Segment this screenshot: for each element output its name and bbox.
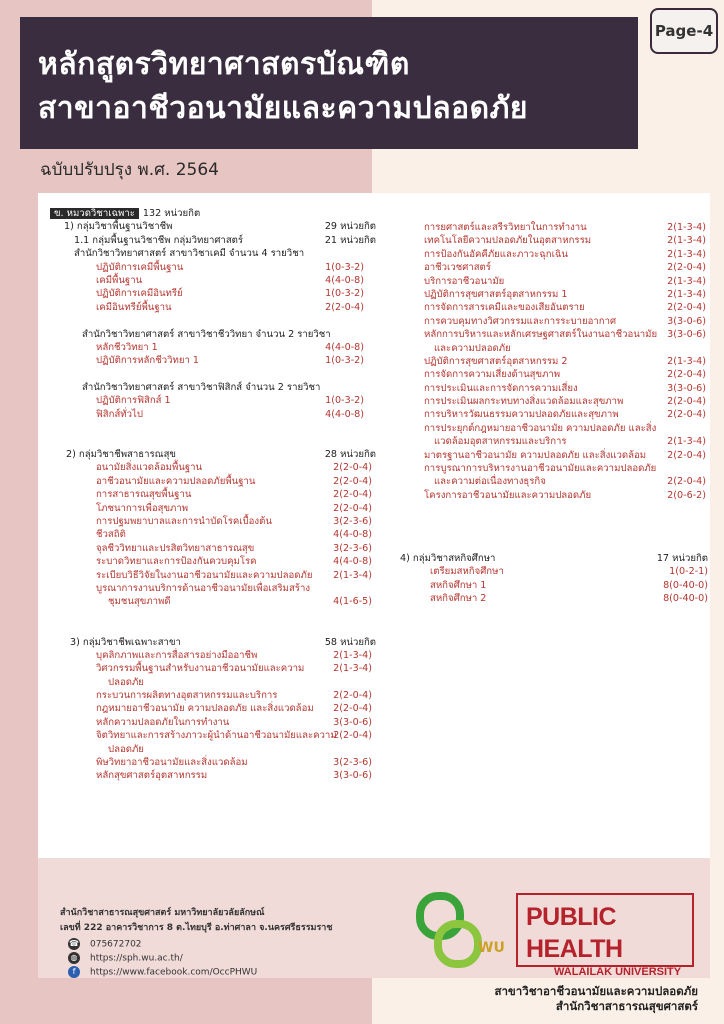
left_col-row bbox=[50, 528, 400, 541]
left_col-value: 29 หน่วยกิต bbox=[324, 221, 376, 233]
phone-icon: ☎ bbox=[69, 939, 79, 948]
right_col-value: 2(0-6-2) bbox=[667, 489, 706, 501]
right_col-text: การจัดการสารเคมีและของเสียอันตราย bbox=[424, 302, 585, 314]
right_col-text: การป้องกันอัคคีภัยและภาวะฉุกเฉิน bbox=[424, 248, 568, 260]
left_col-row bbox=[50, 234, 400, 247]
right_col-row bbox=[424, 315, 706, 328]
left_col-row bbox=[50, 421, 400, 434]
left_col-row bbox=[50, 756, 400, 769]
left_col-text: จุลชีววิทยาและปรสิตวิทยาสาธารณสุข bbox=[96, 542, 255, 554]
right_col-value: 2(2-0-4) bbox=[667, 449, 706, 461]
right_col-text: การยศาสตร์และสรีรวิทยาในการทำงาน bbox=[424, 222, 587, 233]
left_col-row bbox=[50, 769, 400, 782]
left_col-value: 21 หน่วยกิต bbox=[324, 234, 376, 246]
right_col-value: 2(1-3-4) bbox=[667, 355, 706, 367]
right_col-row bbox=[424, 449, 706, 462]
left_col-row bbox=[50, 515, 400, 528]
right_col-text: มาตรฐานอาชีวอนามัย ความปลอดภัย และสิ่งแวดล้อม bbox=[424, 449, 647, 461]
left_col-row bbox=[50, 381, 400, 394]
left_col-value: 2(2-0-4) bbox=[333, 730, 372, 742]
right_col-value: 2(1-3-4) bbox=[667, 235, 706, 247]
right_col-value: 3(3-0-6) bbox=[667, 382, 706, 394]
right_col-text: ปฏิบัติการสุขศาสตร์อุตสาหกรรม 1 bbox=[424, 288, 568, 300]
left_col-text: ชีวสถิติ bbox=[96, 529, 126, 541]
right_col-text: ปฏิบัติการสุขศาสตร์อุตสาหกรรม 2 bbox=[424, 355, 568, 367]
left_col-text: อนามัยสิ่งแวดล้อมพื้นฐาน bbox=[96, 462, 203, 474]
left_col-row bbox=[50, 595, 400, 608]
right_col-text: หลักการบริหารและหลักเศรษฐศาสตร์ในงานอาชีวอนามัย bbox=[424, 329, 658, 341]
left_col-text: การสาธารณสุขพื้นฐาน bbox=[96, 489, 192, 501]
wil-item-row bbox=[400, 565, 710, 578]
left_col-text: ปฏิบัติการหลักชีววิทยา 1 bbox=[96, 355, 199, 367]
left_col-text: ปฏิบัติการฟิสิกส์ 1 bbox=[96, 395, 171, 407]
page-tab: Page-4 bbox=[650, 8, 718, 54]
section-credits: 132 หน่วยกิต bbox=[142, 208, 201, 219]
right_col-row bbox=[424, 462, 706, 475]
left_col-row bbox=[50, 287, 400, 300]
right_col-row bbox=[424, 221, 706, 234]
footer-facebook-row bbox=[68, 966, 257, 978]
left_col-value: 2(2-0-4) bbox=[333, 502, 372, 514]
left_col-text: บุคลิกภาพและการสื่อสารอย่างมืออาชีพ bbox=[96, 649, 258, 661]
footer-phone: 075672702 bbox=[90, 939, 142, 950]
left_col-row bbox=[50, 448, 400, 461]
right_col-text: อาชีวเวชศาสตร์ bbox=[424, 262, 491, 274]
left_col-row bbox=[50, 220, 400, 233]
left_col-row bbox=[50, 328, 400, 341]
right_col-text: การประเมินและการจัดการความเสี่ยง bbox=[424, 382, 578, 394]
left_col-text: ฟิสิกส์ทั่วไป bbox=[96, 408, 143, 420]
right_col-row bbox=[424, 234, 706, 247]
right_col-value: 3(3-0-6) bbox=[667, 329, 706, 341]
right_col-value: 2(1-3-4) bbox=[667, 288, 706, 300]
right_col-text: โครงการอาชีวอนามัยและความปลอดภัย bbox=[424, 489, 592, 501]
left_col-text: อาชีวอนามัยและความปลอดภัยพื้นฐาน bbox=[96, 475, 256, 487]
right_col-value: 3(3-0-6) bbox=[667, 315, 706, 327]
left_col-row bbox=[50, 649, 400, 662]
wil-item-row bbox=[400, 579, 710, 592]
left_col-row bbox=[50, 542, 400, 555]
left_col-value: 2(2-0-4) bbox=[333, 703, 372, 715]
left_col-row bbox=[50, 689, 400, 702]
left_col-value: 3(3-0-6) bbox=[333, 716, 372, 728]
left_col-text: สำนักวิชาวิทยาศาสตร์ สาขาวิชาชีววิทยา จำนวน 2 รายวิชา bbox=[82, 328, 331, 340]
right_col-text: การจัดการความเสี่ยงด้านสุขภาพ bbox=[424, 369, 561, 381]
left_col-text: จิตวิทยาและการสร้างภาวะผู้นำด้านอาชีวอนามัยและความ bbox=[96, 730, 337, 742]
section-tag: ข. หมวดวิชาเฉพาะ bbox=[50, 208, 139, 219]
wu-logo bbox=[414, 890, 506, 972]
left_col-text: ระบาดวิทยาและการป้องกันควบคุมโรค bbox=[96, 556, 257, 568]
left_col-text: 1) กลุ่มวิชาพื้นฐานวิชาชีพ bbox=[64, 221, 173, 233]
title-line-1: หลักสูตรวิทยาศาสตรบัณฑิต bbox=[38, 47, 410, 82]
right_col-row bbox=[424, 261, 706, 274]
left_col-row bbox=[50, 314, 400, 327]
right_col-row bbox=[424, 435, 706, 448]
left_col-value: 4(4-0-8) bbox=[325, 274, 364, 286]
left_col-text: เคมีพื้นฐาน bbox=[96, 274, 143, 286]
left_col-row bbox=[50, 354, 400, 367]
left_col-row bbox=[50, 301, 400, 314]
left_col-row bbox=[50, 408, 400, 421]
left_col-value: 2(2-0-4) bbox=[333, 489, 372, 501]
title-banner bbox=[20, 17, 638, 149]
right_col-value: 2(1-3-4) bbox=[667, 275, 706, 287]
right_col-text: การประยุกต์กฎหมายอาชีวอนามัย ความปลอดภัย และสิ่ง bbox=[424, 422, 657, 434]
left_col-text: ปลอดภัย bbox=[108, 676, 144, 688]
wil-item-text: สหกิจศึกษา 2 bbox=[430, 593, 487, 605]
wil-item-text: เตรียมสหกิจศึกษา bbox=[430, 566, 504, 578]
left_col-row bbox=[50, 341, 400, 354]
left_col-text: โภชนาการเพื่อสุขภาพ bbox=[96, 502, 189, 514]
right_col-value: 2(2-0-4) bbox=[667, 369, 706, 381]
left_col-row bbox=[50, 502, 400, 515]
right-column bbox=[424, 221, 706, 502]
right_col-row bbox=[424, 408, 706, 421]
left_col-row bbox=[50, 488, 400, 501]
right_col-value: 2(1-3-4) bbox=[667, 436, 706, 448]
right_col-row bbox=[424, 368, 706, 381]
left_col-value: 3(2-3-6) bbox=[333, 515, 372, 527]
right_col-value: 2(2-0-4) bbox=[667, 396, 706, 408]
right_col-row bbox=[424, 355, 706, 368]
left_col-row bbox=[50, 555, 400, 568]
left_col-row bbox=[50, 261, 400, 274]
left_col-text: สำนักวิชาวิทยาศาสตร์ สาขาวิชาเคมี จำนวน 4 รายวิชา bbox=[74, 248, 305, 260]
right_col-value: 2(2-0-4) bbox=[667, 262, 706, 274]
wil-item-value: 8(0-40-0) bbox=[663, 579, 708, 591]
left_col-value: 2(1-3-4) bbox=[333, 649, 372, 661]
left_col-text: พิษวิทยาอาชีวอนามัยและสิ่งแวดล้อม bbox=[96, 757, 248, 769]
signoff-line-2: สำนักวิชาสาธารณสุขศาสตร์ bbox=[555, 999, 698, 1013]
left_col-row bbox=[50, 368, 400, 381]
right_col-text: เทคโนโลยีความปลอดภัยในอุตสาหกรรม bbox=[424, 235, 592, 247]
left_col-value: 28 หน่วยกิต bbox=[324, 449, 376, 461]
subtitle: ฉบับปรับปรุง พ.ศ. 2564 bbox=[40, 160, 219, 180]
right_col-row bbox=[424, 248, 706, 261]
left_col-text: เคมีอินทรีย์พื้นฐาน bbox=[96, 301, 172, 313]
right_col-row bbox=[424, 288, 706, 301]
left_col-row bbox=[50, 676, 400, 689]
left_col-text: ปฏิบัติการเคมีพื้นฐาน bbox=[96, 261, 184, 273]
left_col-value: 4(1-6-5) bbox=[333, 596, 372, 608]
left_col-row bbox=[50, 475, 400, 488]
left_col-text: สำนักวิชาวิทยาศาสตร์ สาขาวิชาฟิสิกส์ จำนวน 2 รายวิชา bbox=[82, 382, 321, 394]
left_col-value: 2(2-0-4) bbox=[333, 475, 372, 487]
left_col-value: 3(2-3-6) bbox=[333, 757, 372, 769]
left_col-row bbox=[50, 207, 400, 220]
left_col-text bbox=[50, 207, 200, 220]
footer-facebook[interactable]: https://www.facebook.com/OccPHWU bbox=[90, 967, 258, 978]
right_col-value: 2(2-0-4) bbox=[667, 409, 706, 421]
wil-header: 4) กลุ่มวิชาสหกิจศึกษา bbox=[400, 553, 496, 564]
left_col-text: ชุมชนสุขภาพดี bbox=[108, 596, 171, 608]
left_col-row bbox=[50, 743, 400, 756]
left_col-text: หลักความปลอดภัยในการทำงาน bbox=[96, 716, 230, 728]
left_col-row bbox=[50, 702, 400, 715]
left_col-value: 4(4-0-8) bbox=[325, 341, 364, 353]
left_col-text: วิศวกรรมพื้นฐานสำหรับงานอาชีวอนามัยและความ bbox=[96, 663, 305, 675]
left_col-row bbox=[50, 274, 400, 287]
left_col-value: 4(4-0-8) bbox=[325, 408, 364, 420]
left_col-value: 2(2-0-4) bbox=[333, 462, 372, 474]
wil-item-text: สหกิจศึกษา 1 bbox=[430, 579, 487, 591]
right_col-text: การควบคุมทางวิศวกรรมและการระบายอากาศ bbox=[424, 315, 617, 327]
left_col-row bbox=[50, 609, 400, 622]
right_col-row bbox=[424, 395, 706, 408]
left_col-value: 1(0-3-2) bbox=[325, 395, 364, 407]
footer-org-line2: เลขที่ 222 อาคารวิชาการ 8 ต.ไทยบุรี อ.ท่าศาลา จ.นครศรีธรรมราช bbox=[60, 923, 333, 933]
left_col-text: กระบวนการผลิตทางอุตสาหกรรมและบริการ bbox=[96, 690, 278, 702]
left_col-text: ระเบียบวิธีวิจัยในงานอาชีวอนามัยและความปลอดภัย bbox=[96, 569, 313, 581]
left_col-value: 2(2-0-4) bbox=[325, 301, 364, 313]
title-line-2: สาขาอาชีวอนามัยและความปลอดภัย bbox=[38, 91, 528, 126]
right_col-value: 2(1-3-4) bbox=[667, 222, 706, 233]
left_col-row bbox=[50, 435, 400, 448]
left_col-row bbox=[50, 729, 400, 742]
left_col-value: 2(1-3-4) bbox=[333, 663, 372, 675]
left_col-value: 3(3-0-6) bbox=[333, 770, 372, 782]
right_col-value: 2(1-3-4) bbox=[667, 248, 706, 260]
left_col-row bbox=[50, 247, 400, 260]
left_col-value: 58 หน่วยกิต bbox=[324, 636, 376, 648]
left_col-row bbox=[50, 622, 400, 635]
wil-header-value: 17 หน่วยกิต bbox=[656, 553, 708, 564]
left_col-text: 1.1 กลุ่มพื้นฐานวิชาชีพ กลุ่มวิทยาศาสตร์ bbox=[74, 234, 244, 246]
left-column bbox=[50, 207, 400, 783]
right_col-row bbox=[424, 475, 706, 488]
footer-phone-row bbox=[68, 938, 142, 950]
footer-website[interactable]: https://sph.wu.ac.th/ bbox=[90, 953, 183, 964]
left_col-value: 4(4-0-8) bbox=[333, 556, 372, 568]
left_col-value: 1(0-3-2) bbox=[325, 261, 364, 273]
left_col-value: 4(4-0-8) bbox=[333, 529, 372, 541]
right_col-row bbox=[424, 489, 706, 502]
facebook-icon: f bbox=[68, 966, 80, 978]
wu-logo-text: WU bbox=[478, 940, 505, 956]
left_col-row bbox=[50, 636, 400, 649]
left_col-text: ปฏิบัติการเคมีอินทรีย์ bbox=[96, 288, 183, 300]
left_col-value: 1(0-3-2) bbox=[325, 288, 364, 300]
left_col-text: 3) กลุ่มวิชาชีพเฉพาะสาขา bbox=[70, 636, 181, 648]
left_col-row bbox=[50, 394, 400, 407]
right_col-text: การบริหารวัฒนธรรมความปลอดภัยและสุขภาพ bbox=[424, 409, 619, 421]
signoff-line-1: สาขาวิชาอาชีวอนามัยและความปลอดภัย bbox=[494, 984, 698, 998]
right_col-row bbox=[424, 275, 706, 288]
left_col-row bbox=[50, 716, 400, 729]
right_col-row bbox=[424, 328, 706, 341]
wil-item-value: 8(0-40-0) bbox=[663, 593, 708, 605]
left_col-text: กฎหมายอาชีวอนามัย ความปลอดภัย และสิ่งแวดล้อม bbox=[96, 703, 314, 715]
left_col-value: 2(2-0-4) bbox=[333, 690, 372, 702]
left_col-row bbox=[50, 662, 400, 675]
right_col-text: และความปลอดภัย bbox=[434, 342, 511, 354]
left_col-text: การปฐมพยาบาลและการนำบัดโรคเบื้องต้น bbox=[96, 515, 272, 527]
right_col-text: แวดล้อมอุตสาหกรรมและบริการ bbox=[434, 436, 567, 448]
wil-header-row bbox=[400, 552, 710, 565]
footer-org-line1: สำนักวิชาสาธารณสุขศาสตร์ มหาวิทยาลัยวลัยลักษณ์ bbox=[60, 908, 265, 918]
left_col-text: หลักชีววิทยา 1 bbox=[96, 341, 158, 353]
ph-logo-small: WALAILAK UNIVERSITY bbox=[554, 966, 682, 978]
left_col-text: บูรณาการงานบริการด้านอาชีวอนามัยเพื่อเสริมสร้าง bbox=[96, 582, 311, 594]
right_col-text: การบูรณาการบริหารงานอาชีวอนามัยและความปลอดภัย bbox=[424, 463, 657, 475]
left_col-text: ปลอดภัย bbox=[108, 743, 144, 755]
left_col-row bbox=[50, 569, 400, 582]
right_col-row bbox=[424, 382, 706, 395]
left_col-value: 1(0-3-2) bbox=[325, 355, 364, 367]
right_col-row bbox=[424, 422, 706, 435]
left_col-value: 3(2-3-6) bbox=[333, 542, 372, 554]
footer-website-row bbox=[68, 952, 183, 964]
right_col-row bbox=[424, 301, 706, 314]
public-health-logo bbox=[516, 893, 694, 978]
right_col-row bbox=[424, 342, 706, 355]
wil-item-row bbox=[400, 592, 710, 605]
right_col-value: 2(2-0-4) bbox=[667, 476, 706, 488]
left_col-text: 2) กลุ่มวิชาชีพสาธารณสุข bbox=[66, 449, 176, 461]
right_col-text: การประเมินผลกระทบทางสิ่งแวดล้อมและสุขภาพ bbox=[424, 396, 624, 408]
wil-item-value: 1(0-2-1) bbox=[669, 566, 708, 578]
right_col-text: บริการอาชีวอนามัย bbox=[424, 275, 505, 287]
left_col-row bbox=[50, 582, 400, 595]
left_col-text: หลักสุขศาสตร์อุตสาหกรรม bbox=[96, 770, 208, 782]
left_col-row bbox=[50, 461, 400, 474]
right_col-value: 2(2-0-4) bbox=[667, 302, 706, 314]
right_col-text: และความต่อเนื่องทางธุรกิจ bbox=[434, 476, 546, 488]
ph-logo-big: PUBLIC HEALTH bbox=[526, 903, 623, 963]
wil-section bbox=[400, 552, 710, 606]
globe-icon: ◍ bbox=[68, 952, 80, 964]
left_col-value: 2(1-3-4) bbox=[333, 569, 372, 581]
curriculum-card bbox=[38, 193, 710, 858]
